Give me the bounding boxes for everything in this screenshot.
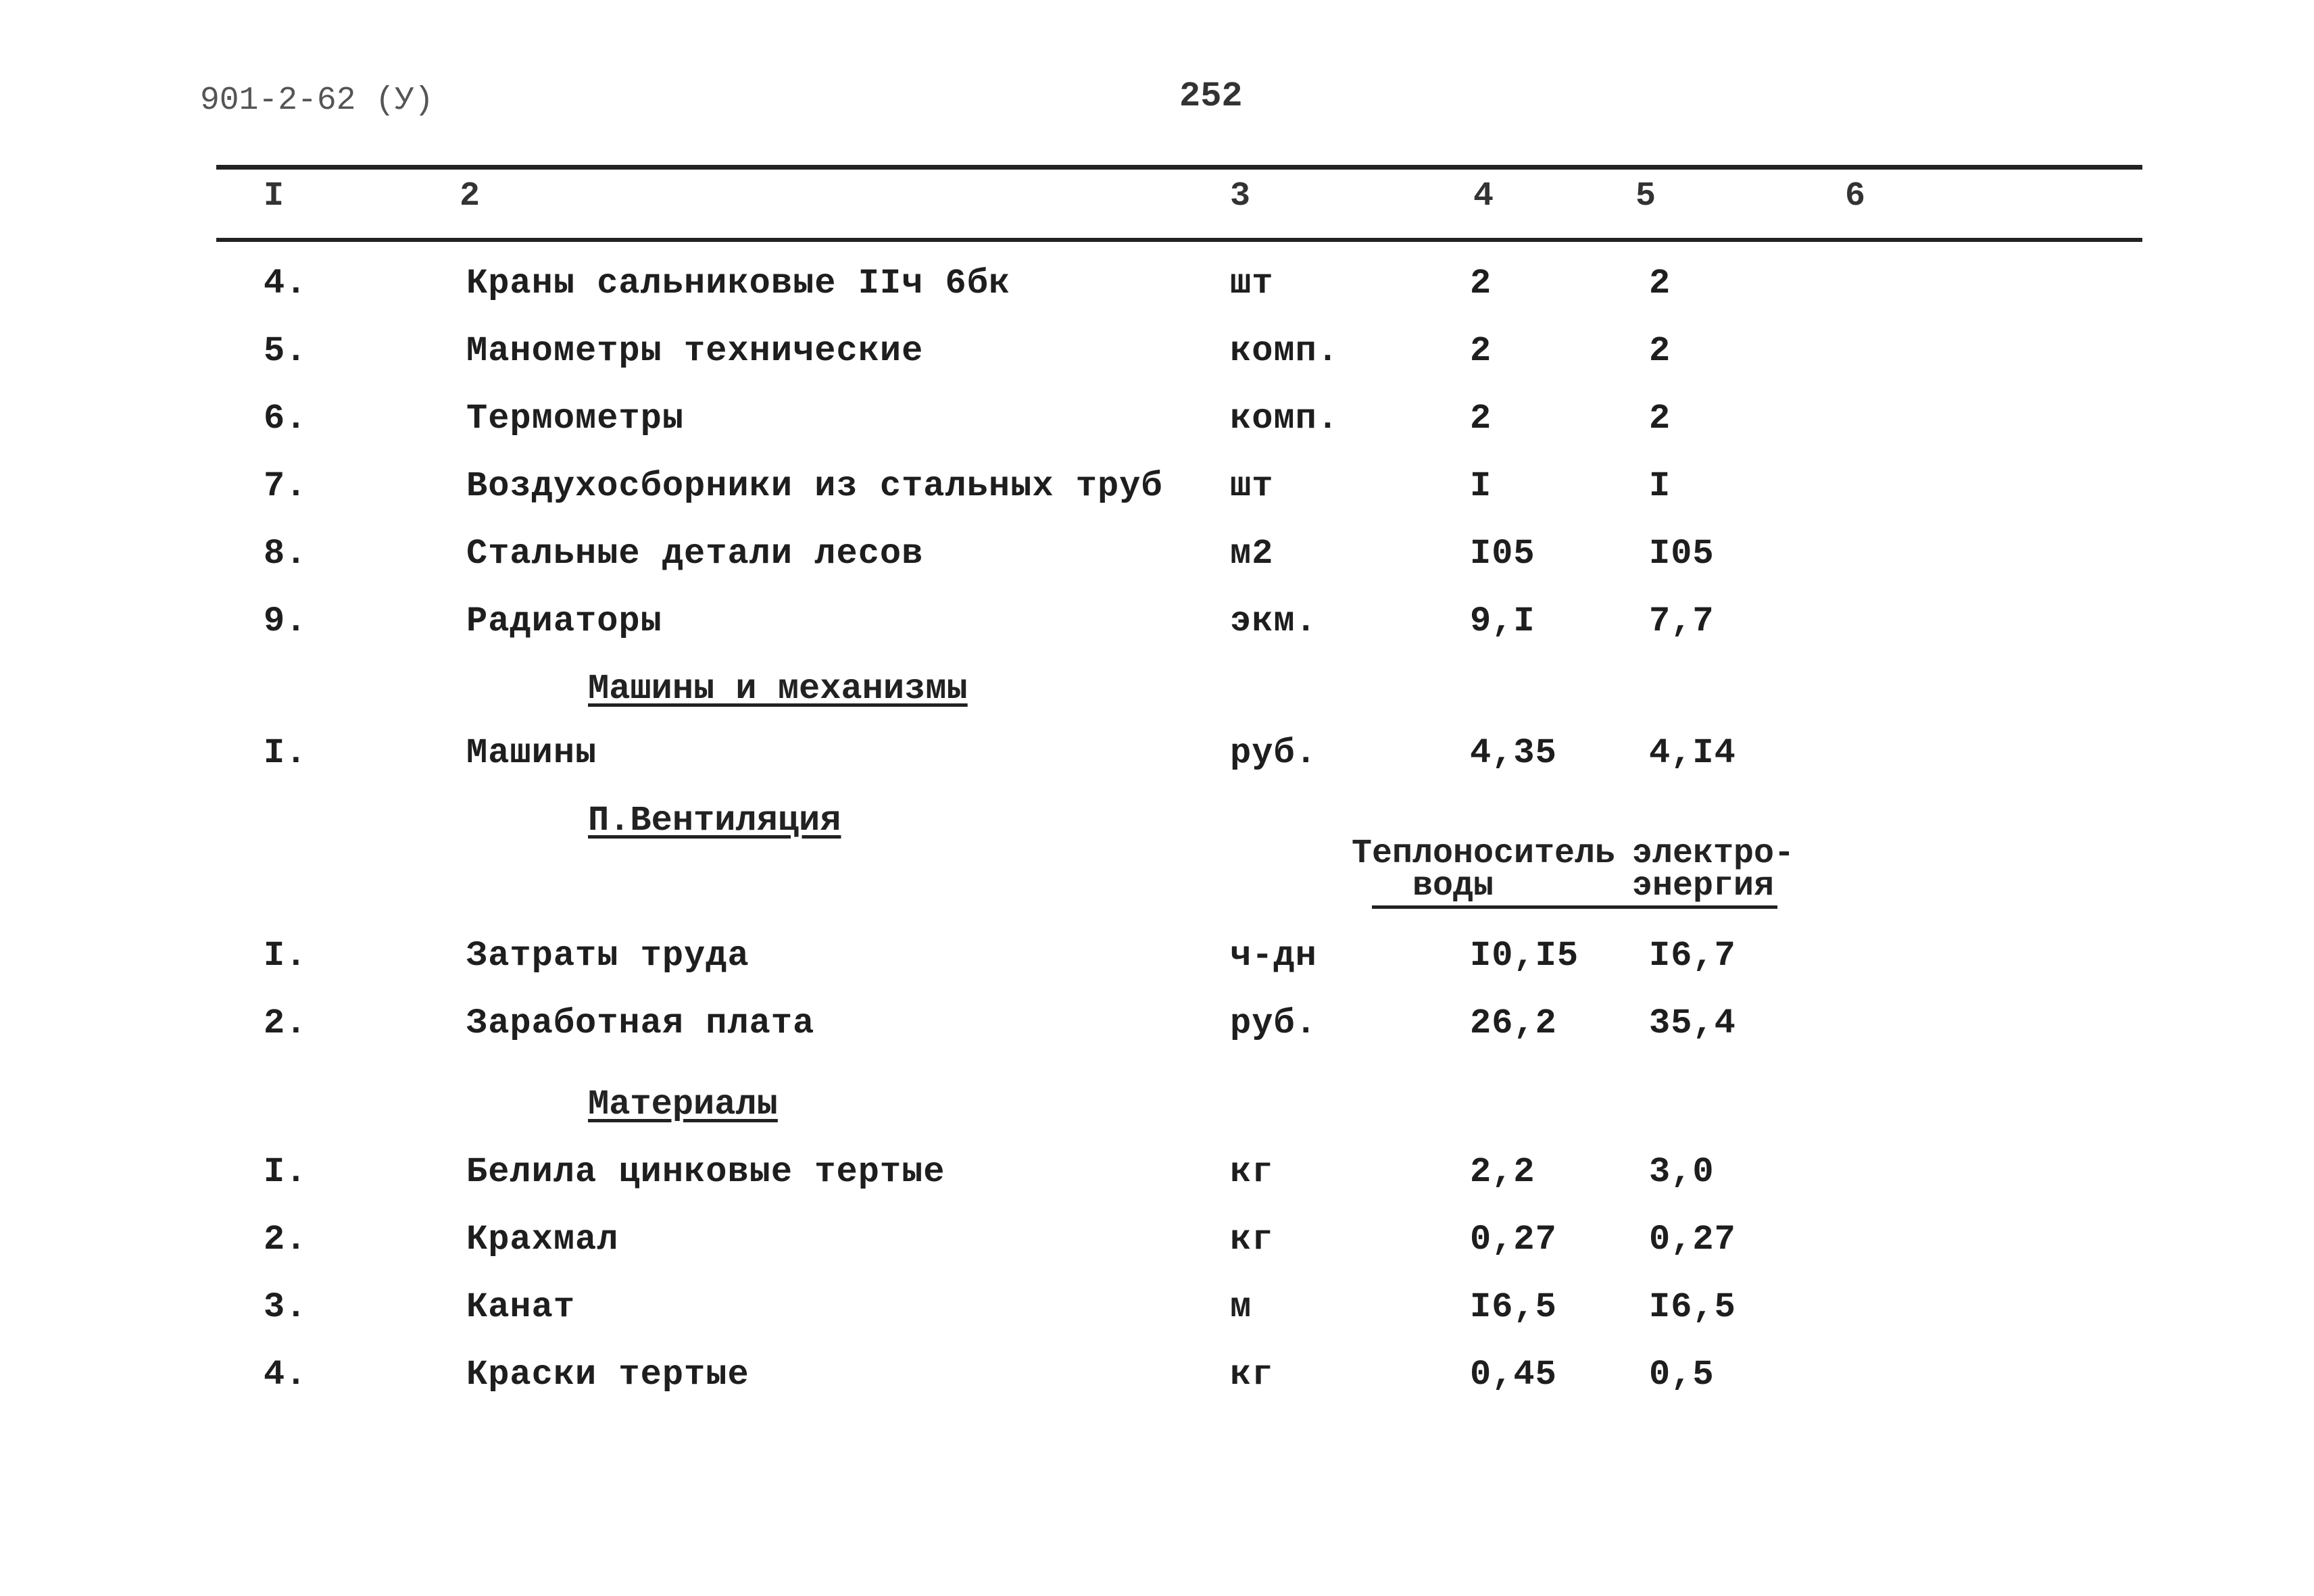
row-value-1: 2 <box>1470 264 1492 303</box>
section-heading-materials: Материалы <box>588 1084 778 1124</box>
row-name: Термометры <box>466 399 685 439</box>
row-value-2: 3,0 <box>1649 1152 1715 1192</box>
row-value-2: I <box>1649 466 1671 506</box>
row-number: I. <box>264 733 307 773</box>
row-value-2: I6,7 <box>1649 936 1736 976</box>
row-number: 3. <box>264 1287 307 1327</box>
row-value-2: 7,7 <box>1649 601 1715 641</box>
row-name: Белила цинковые тертые <box>466 1152 945 1192</box>
vent-col1-line2: воды <box>1412 867 1494 905</box>
row-unit: м <box>1230 1287 1252 1327</box>
row-name: Краски тертые <box>466 1355 749 1395</box>
row-unit: шт <box>1230 264 1274 303</box>
row-value-2: 35,4 <box>1649 1003 1736 1043</box>
row-number: 9. <box>264 601 307 641</box>
section-heading-ventilation: П.Вентиляция <box>588 801 841 841</box>
row-value-1: I6,5 <box>1470 1287 1557 1327</box>
row-value-1: I0,I5 <box>1470 936 1579 976</box>
row-value-1: 0,27 <box>1470 1220 1557 1260</box>
row-value-1: 2,2 <box>1470 1152 1535 1192</box>
row-value-2: 2 <box>1649 399 1671 439</box>
row-name: Канат <box>466 1287 576 1327</box>
vent-col2-line1: электро- <box>1632 834 1795 873</box>
row-value-1: 26,2 <box>1470 1003 1557 1043</box>
row-number: 8. <box>264 534 307 574</box>
row-unit: экм. <box>1230 601 1317 641</box>
row-number: I. <box>264 936 307 976</box>
vent-col1-line1: Теплоноситель <box>1352 834 1616 873</box>
row-number: 7. <box>264 466 307 506</box>
row-name: Заработная плата <box>466 1003 815 1043</box>
row-unit: руб. <box>1230 1003 1317 1043</box>
header-col-2: 2 <box>460 177 481 216</box>
row-value-1: 2 <box>1470 399 1492 439</box>
row-unit: кг <box>1230 1220 1274 1260</box>
row-unit: кг <box>1230 1152 1274 1192</box>
document-code: 901-2-62 (У) <box>200 82 434 119</box>
row-number: 2. <box>264 1220 307 1260</box>
row-unit: ч-дн <box>1230 936 1317 976</box>
row-name: Манометры технические <box>466 331 924 371</box>
row-value-2: 2 <box>1649 264 1671 303</box>
row-value-2: I05 <box>1649 534 1715 574</box>
row-unit: комп. <box>1230 331 1339 371</box>
row-number: 6. <box>264 399 307 439</box>
row-value-2: 2 <box>1649 331 1671 371</box>
row-name: Воздухосборники из стальных труб <box>466 466 1163 506</box>
row-value-1: I <box>1470 466 1492 506</box>
header-col-5: 5 <box>1635 177 1656 216</box>
row-value-1: I05 <box>1470 534 1535 574</box>
header-col-1: I <box>264 177 285 216</box>
row-value-1: 0,45 <box>1470 1355 1557 1395</box>
row-name: Стальные детали лесов <box>466 534 924 574</box>
row-number: 4. <box>264 264 307 303</box>
header-col-6: 6 <box>1845 177 1866 216</box>
row-unit: руб. <box>1230 733 1317 773</box>
header-col-4: 4 <box>1473 177 1494 216</box>
row-value-1: 4,35 <box>1470 733 1557 773</box>
row-unit: кг <box>1230 1355 1274 1395</box>
row-value-2: 0,5 <box>1649 1355 1715 1395</box>
row-unit: шт <box>1230 466 1274 506</box>
vent-header-underline <box>1372 905 1777 909</box>
row-number: I. <box>264 1152 307 1192</box>
header-col-3: 3 <box>1230 177 1251 216</box>
row-number: 4. <box>264 1355 307 1395</box>
vent-col2-line2: энергия <box>1632 867 1775 905</box>
row-name: Радиаторы <box>466 601 662 641</box>
row-unit: комп. <box>1230 399 1339 439</box>
row-value-2: I6,5 <box>1649 1287 1736 1327</box>
row-value-1: 2 <box>1470 331 1492 371</box>
row-name: Машины <box>466 733 597 773</box>
header-bottom-rule <box>216 238 2142 242</box>
row-name: Затраты труда <box>466 936 749 976</box>
row-number: 5. <box>264 331 307 371</box>
header-top-rule <box>216 165 2142 170</box>
row-value-1: 9,I <box>1470 601 1535 641</box>
row-value-2: 4,I4 <box>1649 733 1736 773</box>
section-heading-machines: Машины и механизмы <box>588 669 968 709</box>
row-name: Крахмал <box>466 1220 619 1260</box>
row-number: 2. <box>264 1003 307 1043</box>
page-number: 252 <box>1179 76 1243 116</box>
row-unit: м2 <box>1230 534 1274 574</box>
row-name: Краны сальниковые IIч 6бк <box>466 264 1011 303</box>
row-value-2: 0,27 <box>1649 1220 1736 1260</box>
